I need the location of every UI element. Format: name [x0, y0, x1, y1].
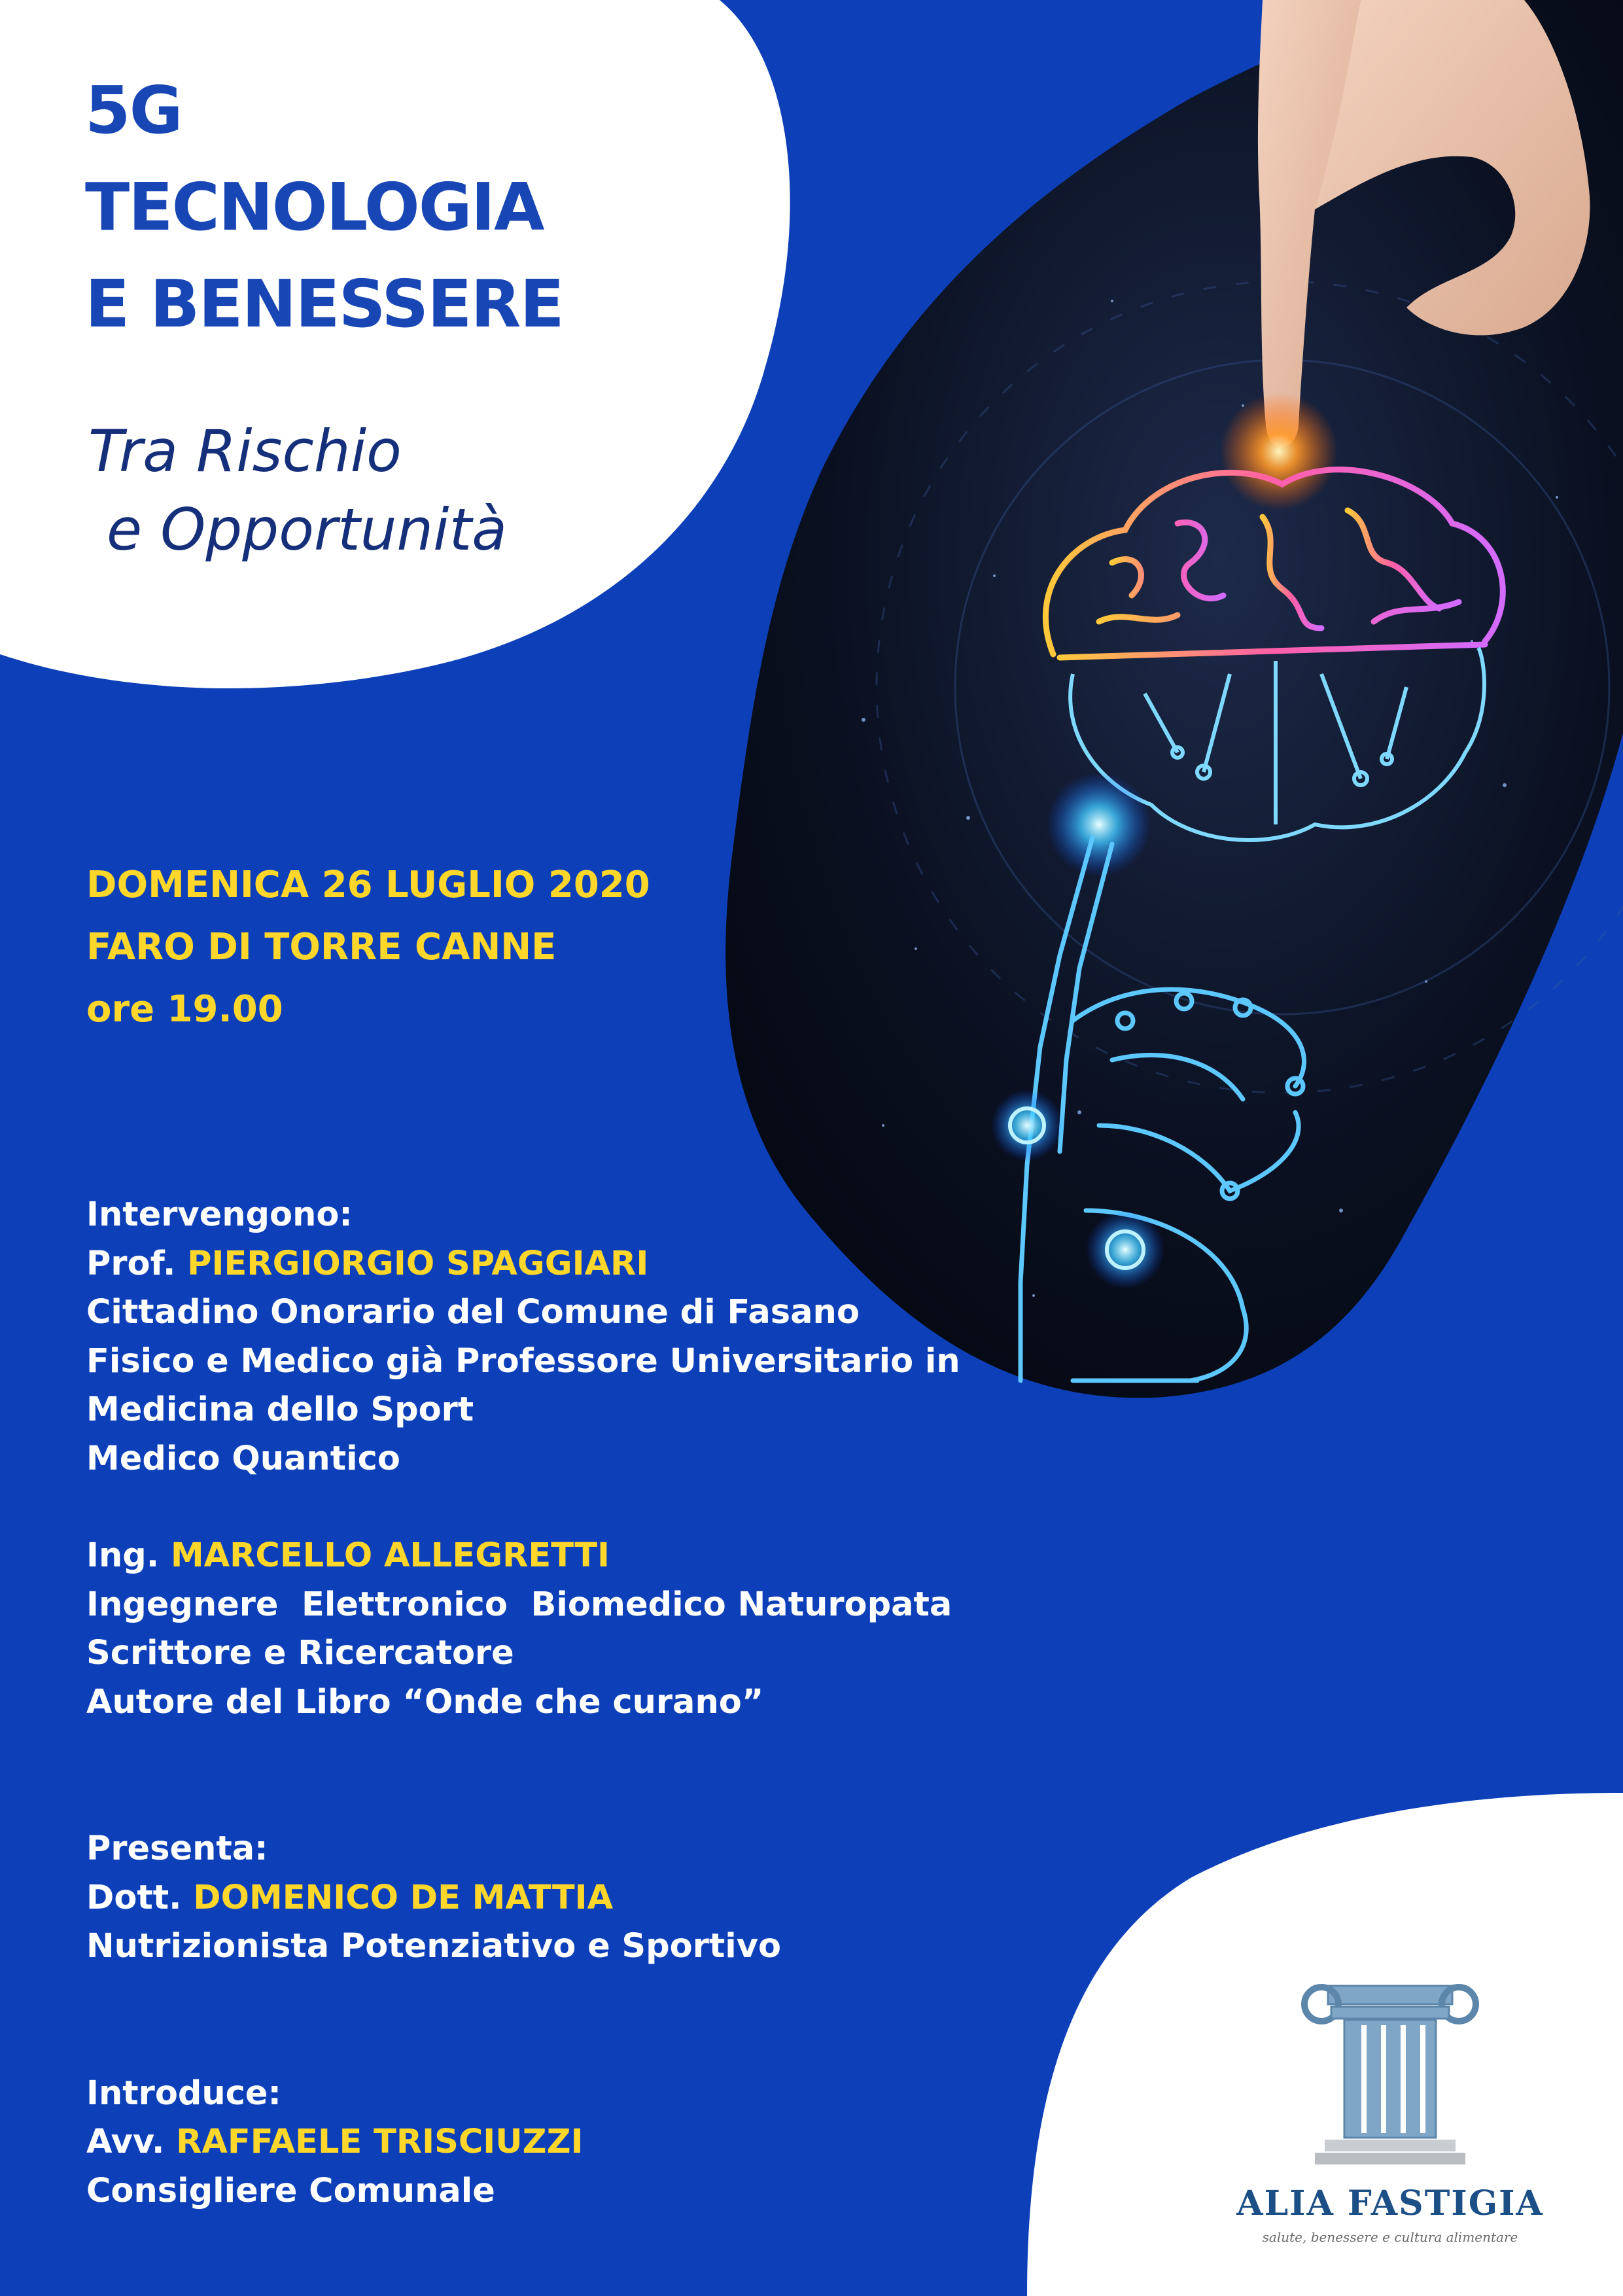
speaker-2-name: MARCELLO ALLEGRETTI: [170, 1536, 610, 1575]
title-line-1: 5G: [85, 72, 182, 149]
subtitle-line-1: Tra Rischio: [88, 417, 402, 485]
ionic-column-icon: [1217, 1973, 1563, 2169]
logo-name: ALIA FASTIGIA: [1236, 2183, 1544, 2223]
speaker-2-role: Scrittore e Ricercatore: [86, 1634, 514, 1672]
alia-fastigia-logo: [1217, 1973, 1563, 2245]
speaker-1-role: Cittadino Onorario del Comune di Fasano: [86, 1293, 860, 1332]
speaker-2-heading: [86, 1532, 1015, 1581]
poster-subtitle: [88, 412, 507, 569]
intervengono-label: Intervengono:: [86, 1195, 353, 1234]
title-line-2: TECNOLOGIA: [85, 169, 544, 245]
speaker-1-name: PIERGIORGIO SPAGGIARI: [187, 1244, 649, 1283]
speakers-section: [86, 1191, 1015, 2216]
speaker-1-prefix: Prof.: [86, 1244, 188, 1283]
presenter-prefix: Dott.: [86, 1878, 194, 1917]
introducer-heading: [86, 2118, 1015, 2167]
event-time: ore 19.00: [86, 988, 283, 1031]
event-place: FARO DI TORRE CANNE: [86, 926, 557, 968]
introducer-role: Consigliere Comunale: [86, 2171, 495, 2210]
logo-tagline: salute, benessere e cultura alimentare: [1262, 2229, 1518, 2245]
presenter-heading: [86, 1874, 1015, 1923]
speaker-2-role: Ingegnere Elettronico Biomedico Naturopata: [86, 1585, 952, 1624]
speaker-1-role: Medico Quantico: [86, 1439, 400, 1478]
introduce-label: Introduce:: [86, 2074, 281, 2113]
introducer-name: RAFFAELE TRISCIUZZI: [176, 2123, 584, 2161]
speaker-1-role: Fisico e Medico già Professore Universitario in: [86, 1341, 960, 1381]
event-details: [86, 854, 650, 1040]
speaker-2-role: Autore del Libro “Onde che curano”: [86, 1682, 764, 1722]
title-line-3: E BENESSERE: [85, 266, 563, 342]
subtitle-line-2: e Opportunità: [88, 496, 508, 563]
presenter-name: DOMENICO DE MATTIA: [193, 1878, 614, 1917]
speaker-1-heading: [86, 1240, 1015, 1289]
illustration-blob: [725, 0, 1623, 1398]
speaker-2-prefix: Ing.: [86, 1536, 171, 1575]
introducer-prefix: Avv.: [86, 2123, 177, 2161]
presenta-label: Presenta:: [86, 1829, 268, 1868]
event-date: DOMENICA 26 LUGLIO 2020: [86, 864, 650, 906]
poster-title: [85, 62, 563, 353]
speaker-1-role: Medicina dello Sport: [86, 1390, 474, 1429]
presenter-role: Nutrizionista Potenziativo e Sportivo: [86, 1927, 781, 1966]
